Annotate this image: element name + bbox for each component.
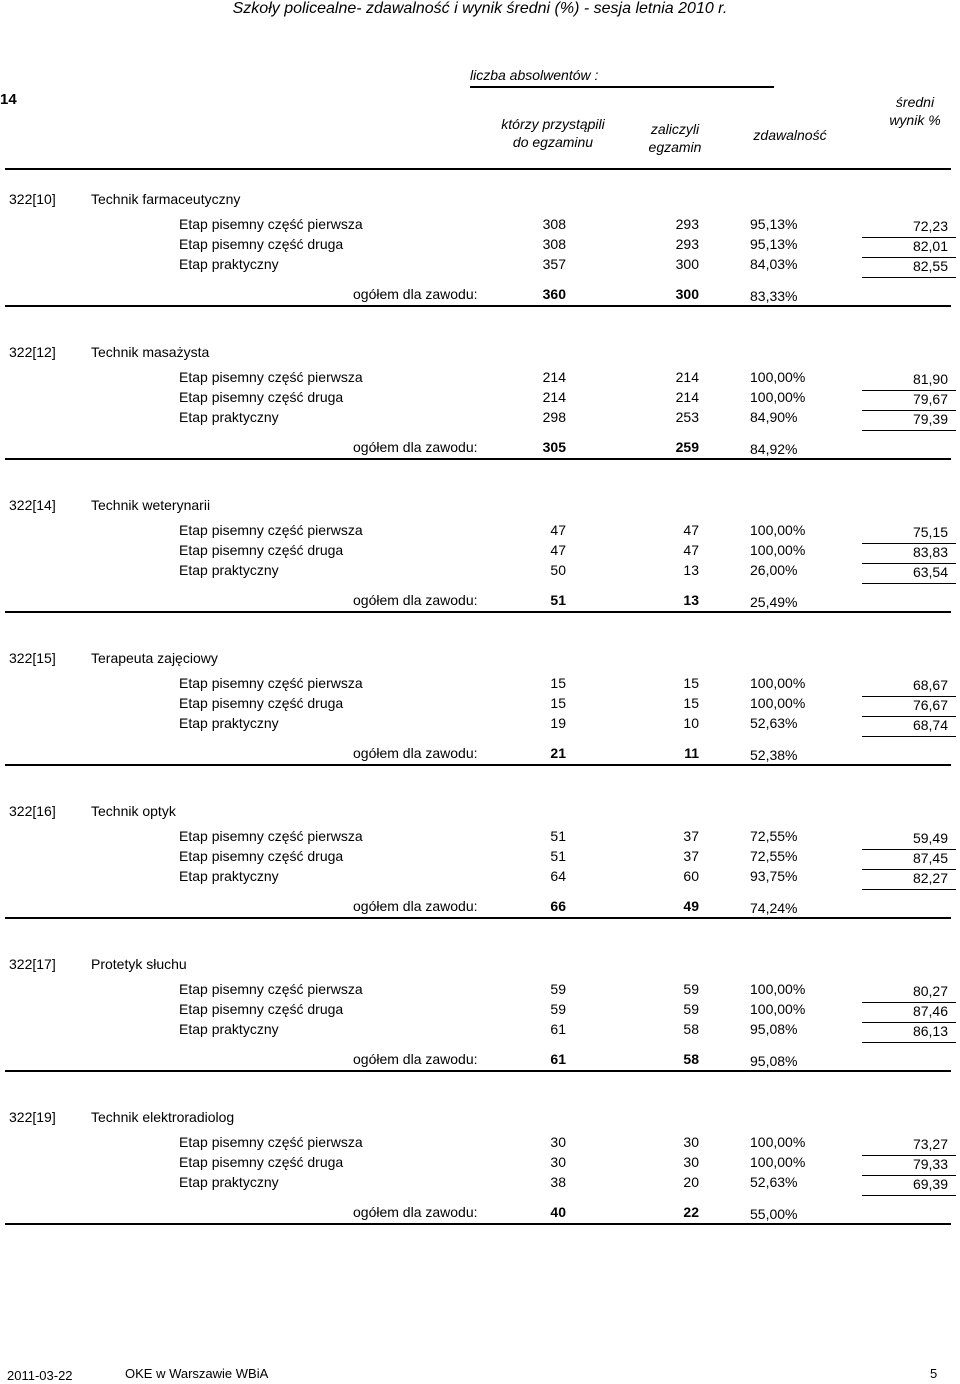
total-zdawalnosc: 25,49% bbox=[750, 594, 798, 610]
stage-row bbox=[0, 1001, 960, 1021]
cell-przystapili: 308 bbox=[542, 216, 566, 232]
stage-row bbox=[0, 562, 960, 582]
stage-row bbox=[0, 1154, 960, 1174]
stage-row bbox=[0, 868, 960, 888]
cell-zaliczyli: 47 bbox=[683, 542, 699, 558]
cell-zdawalnosc: 100,00% bbox=[750, 1134, 806, 1150]
stage-label: Etap pisemny część druga bbox=[179, 236, 344, 252]
profession-name: Terapeuta zajęciowy bbox=[91, 650, 218, 666]
wynik-underline bbox=[862, 736, 956, 737]
cell-zdawalnosc: 26,00% bbox=[750, 562, 798, 578]
stage-label: Etap praktyczny bbox=[179, 868, 279, 884]
total-przystapili: 21 bbox=[550, 745, 566, 761]
cell-przystapili: 15 bbox=[550, 695, 566, 711]
total-zaliczyli: 13 bbox=[683, 592, 699, 608]
profession-code: 322[14] bbox=[9, 497, 56, 513]
total-zdawalnosc: 84,92% bbox=[750, 441, 798, 457]
total-przystapili: 61 bbox=[550, 1051, 566, 1067]
cell-zaliczyli: 30 bbox=[683, 1134, 699, 1150]
stage-label: Etap praktyczny bbox=[179, 715, 279, 731]
total-zaliczyli: 49 bbox=[683, 898, 699, 914]
cell-przystapili: 47 bbox=[550, 542, 566, 558]
cell-zaliczyli: 20 bbox=[683, 1174, 699, 1190]
total-label: ogółem dla zawodu: bbox=[353, 592, 478, 608]
cell-zdawalnosc: 100,00% bbox=[750, 695, 806, 711]
total-zdawalnosc: 52,38% bbox=[750, 747, 798, 763]
profession-name: Technik elektroradiolog bbox=[91, 1109, 235, 1125]
cell-zaliczyli: 214 bbox=[675, 389, 699, 405]
cell-przystapili: 19 bbox=[550, 715, 566, 731]
cell-wynik: 73,27 bbox=[912, 1136, 948, 1152]
stage-label: Etap pisemny część pierwsza bbox=[179, 981, 363, 997]
stage-row bbox=[0, 216, 960, 236]
cell-zaliczyli: 37 bbox=[683, 848, 699, 864]
footer-date: 2011-03-22 bbox=[7, 1368, 73, 1383]
total-row bbox=[0, 1204, 960, 1224]
cell-wynik: 82,55 bbox=[912, 258, 948, 274]
stage-label: Etap praktyczny bbox=[179, 1174, 279, 1190]
cell-zdawalnosc: 52,63% bbox=[750, 715, 798, 731]
stage-label: Etap praktyczny bbox=[179, 562, 279, 578]
profession-code: 322[17] bbox=[9, 956, 56, 972]
total-label: ogółem dla zawodu: bbox=[353, 1204, 478, 1220]
cell-wynik: 76,67 bbox=[912, 697, 948, 713]
total-label: ogółem dla zawodu: bbox=[353, 898, 478, 914]
total-zaliczyli: 22 bbox=[683, 1204, 699, 1220]
profession-code: 322[15] bbox=[9, 650, 56, 666]
stage-label: Etap pisemny część pierwsza bbox=[179, 216, 363, 232]
profession-name: Technik masażysta bbox=[91, 344, 210, 360]
cell-zdawalnosc: 100,00% bbox=[750, 1001, 806, 1017]
stage-label: Etap pisemny część pierwsza bbox=[179, 369, 363, 385]
cell-przystapili: 59 bbox=[550, 1001, 566, 1017]
total-row bbox=[0, 898, 960, 918]
cell-przystapili: 51 bbox=[550, 828, 566, 844]
section-separator bbox=[5, 1223, 951, 1225]
stage-row bbox=[0, 236, 960, 256]
total-zdawalnosc: 95,08% bbox=[750, 1053, 798, 1069]
cell-wynik: 63,54 bbox=[912, 564, 948, 580]
cell-wynik: 87,45 bbox=[912, 850, 948, 866]
cell-wynik: 87,46 bbox=[912, 1003, 948, 1019]
cell-wynik: 82,01 bbox=[912, 238, 948, 254]
profession-code: 322[12] bbox=[9, 344, 56, 360]
cell-wynik: 80,27 bbox=[912, 983, 948, 999]
stage-row bbox=[0, 848, 960, 868]
total-przystapili: 40 bbox=[550, 1204, 566, 1220]
wynik-underline bbox=[862, 583, 956, 584]
cell-zdawalnosc: 95,13% bbox=[750, 236, 798, 252]
stage-label: Etap pisemny część druga bbox=[179, 695, 344, 711]
cell-wynik: 75,15 bbox=[912, 524, 948, 540]
cell-zaliczyli: 59 bbox=[683, 981, 699, 997]
stage-row bbox=[0, 409, 960, 429]
stage-label: Etap pisemny część druga bbox=[179, 1154, 344, 1170]
stage-label: Etap pisemny część druga bbox=[179, 542, 344, 558]
cell-zdawalnosc: 100,00% bbox=[750, 369, 806, 385]
total-przystapili: 66 bbox=[550, 898, 566, 914]
cell-wynik: 72,23 bbox=[912, 218, 948, 234]
stage-row bbox=[0, 828, 960, 848]
cell-wynik: 79,39 bbox=[912, 411, 948, 427]
stage-label: Etap pisemny część druga bbox=[179, 1001, 344, 1017]
cell-przystapili: 64 bbox=[550, 868, 566, 884]
header-col-przystapili: którzy przystąpili do egzaminu bbox=[501, 116, 605, 150]
stage-label: Etap pisemny część pierwsza bbox=[179, 675, 363, 691]
total-row bbox=[0, 286, 960, 306]
wynik-underline bbox=[862, 277, 956, 278]
total-row bbox=[0, 1051, 960, 1071]
stage-row bbox=[0, 389, 960, 409]
total-przystapili: 305 bbox=[542, 439, 566, 455]
total-przystapili: 360 bbox=[542, 286, 566, 302]
total-zdawalnosc: 55,00% bbox=[750, 1206, 798, 1222]
stage-label: Etap pisemny część pierwsza bbox=[179, 522, 363, 538]
cell-zdawalnosc: 100,00% bbox=[750, 1154, 806, 1170]
stage-row bbox=[0, 522, 960, 542]
cell-przystapili: 50 bbox=[550, 562, 566, 578]
footer-page-number: 5 bbox=[930, 1366, 938, 1381]
wynik-underline bbox=[862, 1042, 956, 1043]
footer-org: OKE w Warszawie WBiA bbox=[125, 1366, 269, 1381]
total-row bbox=[0, 439, 960, 459]
cell-zdawalnosc: 100,00% bbox=[750, 981, 806, 997]
cell-zdawalnosc: 95,13% bbox=[750, 216, 798, 232]
cell-zaliczyli: 58 bbox=[683, 1021, 699, 1037]
total-label: ogółem dla zawodu: bbox=[353, 439, 478, 455]
header-col-zaliczyli: zaliczyli egzamin bbox=[648, 121, 702, 155]
total-label: ogółem dla zawodu: bbox=[353, 1051, 478, 1067]
cell-zdawalnosc: 93,75% bbox=[750, 868, 798, 884]
cell-zdawalnosc: 52,63% bbox=[750, 1174, 798, 1190]
cell-przystapili: 59 bbox=[550, 981, 566, 997]
cell-zdawalnosc: 100,00% bbox=[750, 542, 806, 558]
cell-wynik: 79,67 bbox=[912, 391, 948, 407]
header-group-label: liczba absolwentów : bbox=[470, 67, 599, 83]
profession-section bbox=[0, 459, 960, 613]
cell-przystapili: 214 bbox=[542, 369, 566, 385]
profession-name: Protetyk słuchu bbox=[91, 956, 187, 972]
cell-zaliczyli: 59 bbox=[683, 1001, 699, 1017]
cell-zaliczyli: 60 bbox=[683, 868, 699, 884]
profession-name: Technik optyk bbox=[91, 803, 176, 819]
cell-zdawalnosc: 72,55% bbox=[750, 828, 798, 844]
profession-section bbox=[0, 918, 960, 1072]
cell-przystapili: 298 bbox=[542, 409, 566, 425]
cell-przystapili: 308 bbox=[542, 236, 566, 252]
cell-wynik: 69,39 bbox=[912, 1176, 948, 1192]
stage-row bbox=[0, 369, 960, 389]
total-zaliczyli: 58 bbox=[683, 1051, 699, 1067]
stage-row bbox=[0, 1134, 960, 1154]
wynik-underline bbox=[862, 430, 956, 431]
cell-przystapili: 51 bbox=[550, 848, 566, 864]
profession-section bbox=[0, 612, 960, 766]
total-row bbox=[0, 592, 960, 612]
profession-section bbox=[0, 306, 960, 460]
stage-row bbox=[0, 675, 960, 695]
cell-wynik: 86,13 bbox=[912, 1023, 948, 1039]
cell-zdawalnosc: 100,00% bbox=[750, 522, 806, 538]
cell-wynik: 81,90 bbox=[912, 371, 948, 387]
cell-zaliczyli: 13 bbox=[683, 562, 699, 578]
profession-code: 322[16] bbox=[9, 803, 56, 819]
profession-section bbox=[0, 765, 960, 919]
cell-zaliczyli: 47 bbox=[683, 522, 699, 538]
total-zdawalnosc: 83,33% bbox=[750, 288, 798, 304]
cell-przystapili: 30 bbox=[550, 1134, 566, 1150]
total-zaliczyli: 259 bbox=[675, 439, 699, 455]
total-zaliczyli: 300 bbox=[675, 286, 699, 302]
profession-section bbox=[0, 153, 960, 307]
stage-label: Etap pisemny część druga bbox=[179, 389, 344, 405]
cell-przystapili: 214 bbox=[542, 389, 566, 405]
cell-zaliczyli: 293 bbox=[675, 236, 699, 252]
cell-wynik: 79,33 bbox=[912, 1156, 948, 1172]
stage-row bbox=[0, 256, 960, 276]
document-title: Szkoły policealne- zdawalność i wynik średni (%) - sesja letnia 2010 r. bbox=[232, 0, 728, 17]
cell-zaliczyli: 30 bbox=[683, 1154, 699, 1170]
cell-wynik: 68,67 bbox=[912, 677, 948, 693]
cell-zaliczyli: 214 bbox=[675, 369, 699, 385]
cell-przystapili: 30 bbox=[550, 1154, 566, 1170]
profession-code: 322[10] bbox=[9, 191, 56, 207]
stage-label: Etap praktyczny bbox=[179, 409, 279, 425]
cell-zdawalnosc: 72,55% bbox=[750, 848, 798, 864]
stage-row bbox=[0, 1174, 960, 1194]
stage-label: Etap praktyczny bbox=[179, 256, 279, 272]
cell-zdawalnosc: 84,03% bbox=[750, 256, 798, 272]
cell-zaliczyli: 10 bbox=[683, 715, 699, 731]
cell-przystapili: 15 bbox=[550, 675, 566, 691]
stage-row bbox=[0, 695, 960, 715]
page-label: 14 bbox=[0, 91, 17, 108]
stage-label: Etap pisemny część pierwsza bbox=[179, 828, 363, 844]
total-label: ogółem dla zawodu: bbox=[353, 286, 478, 302]
cell-zaliczyli: 300 bbox=[675, 256, 699, 272]
profession-section bbox=[0, 1071, 960, 1225]
cell-wynik: 68,74 bbox=[912, 717, 948, 733]
cell-zaliczyli: 15 bbox=[683, 675, 699, 691]
total-zdawalnosc: 74,24% bbox=[750, 900, 798, 916]
cell-wynik: 83,83 bbox=[912, 544, 948, 560]
stage-label: Etap praktyczny bbox=[179, 1021, 279, 1037]
header-col-wynik: średni wynik % bbox=[889, 94, 941, 128]
profession-code: 322[19] bbox=[9, 1109, 56, 1125]
stage-row bbox=[0, 715, 960, 735]
cell-zdawalnosc: 95,08% bbox=[750, 1021, 798, 1037]
stage-label: Etap pisemny część druga bbox=[179, 848, 344, 864]
stage-row bbox=[0, 981, 960, 1001]
cell-wynik: 59,49 bbox=[912, 830, 948, 846]
stage-row bbox=[0, 542, 960, 562]
cell-przystapili: 61 bbox=[550, 1021, 566, 1037]
profession-name: Technik farmaceutyczny bbox=[91, 191, 241, 207]
header-col-zdawalnosc: zdawalność bbox=[753, 127, 827, 143]
cell-zdawalnosc: 84,90% bbox=[750, 409, 798, 425]
cell-zdawalnosc: 100,00% bbox=[750, 675, 806, 691]
header-group-underline bbox=[470, 86, 774, 88]
cell-zaliczyli: 253 bbox=[675, 409, 699, 425]
total-przystapili: 51 bbox=[550, 592, 566, 608]
total-label: ogółem dla zawodu: bbox=[353, 745, 478, 761]
wynik-underline bbox=[862, 1195, 956, 1196]
cell-przystapili: 357 bbox=[542, 256, 566, 272]
wynik-underline bbox=[862, 889, 956, 890]
profession-name: Technik weterynarii bbox=[91, 497, 211, 513]
stage-label: Etap pisemny część pierwsza bbox=[179, 1134, 363, 1150]
cell-zaliczyli: 293 bbox=[675, 216, 699, 232]
stage-row bbox=[0, 1021, 960, 1041]
total-zaliczyli: 11 bbox=[684, 745, 699, 761]
cell-zaliczyli: 37 bbox=[683, 828, 699, 844]
cell-zdawalnosc: 100,00% bbox=[750, 389, 806, 405]
total-row bbox=[0, 745, 960, 765]
cell-przystapili: 38 bbox=[550, 1174, 566, 1190]
cell-zaliczyli: 15 bbox=[683, 695, 699, 711]
cell-przystapili: 47 bbox=[550, 522, 566, 538]
cell-wynik: 82,27 bbox=[912, 870, 948, 886]
